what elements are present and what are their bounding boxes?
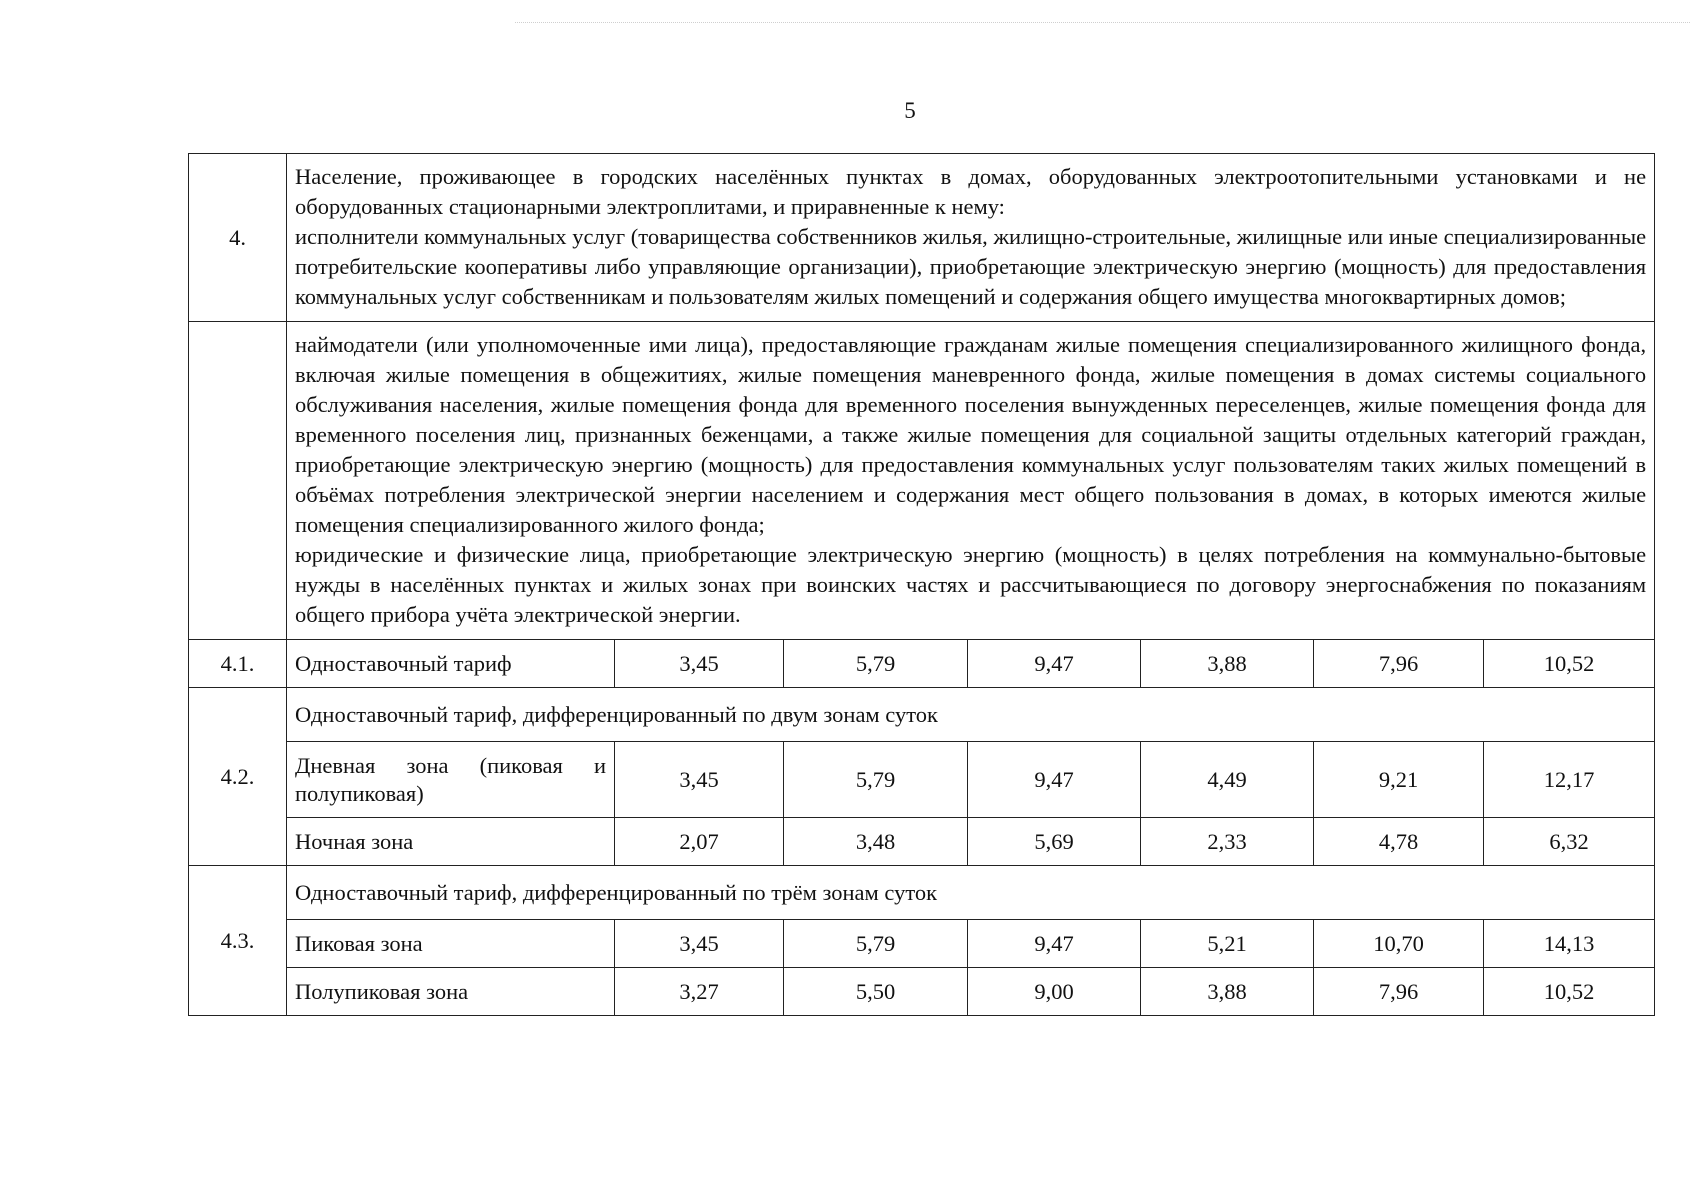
row-label: Дневная зона (пиковая и полупиковая)	[287, 742, 615, 818]
row-label: Полупиковая зона	[287, 968, 615, 1016]
value-cell: 7,96	[1314, 640, 1484, 688]
row-number: 4.3.	[189, 866, 287, 1016]
table-row-4-3-title	[189, 866, 1655, 920]
value-cell: 10,70	[1314, 920, 1484, 968]
paragraph: наймодатели (или уполномоченные ими лица), предоставляющие гражданам жилые помещения специализированного жилищного фонда, включая жилые помещения в общежитиях, жилые помещения маневренного фонда, жилые помещения в домах системы социального обслуживания населения, жилые помещения фонда для временного поселения вынужденных переселенцев, жилые помещения фонда для временного поселения лиц, признанных беженцами, а также жилые помещения для социальной защиты отдельных категорий граждан, приобретающие электрическую энергию (мощность) для предоставления коммунальных услуг пользователям таких жилых помещений в объёмах потребления электрической энергии населением и содержания мест общего пользования в домах, в которых имеются жилые помещения специализированного жилого фонда;	[295, 332, 1647, 537]
row-label: Ночная зона	[287, 818, 615, 866]
value-cell: 3,88	[1141, 640, 1314, 688]
row-number: 4.1.	[189, 640, 287, 688]
value-cell: 5,79	[784, 742, 968, 818]
value-cell: 6,32	[1484, 818, 1655, 866]
row-label: Одноставочный тариф	[287, 640, 615, 688]
table-row-4-3-peak	[189, 920, 1655, 968]
value-cell: 3,27	[615, 968, 784, 1016]
value-cell: 5,79	[784, 920, 968, 968]
table-row-4-1	[189, 640, 1655, 688]
value-cell: 4,78	[1314, 818, 1484, 866]
section-4-continuation	[287, 322, 1655, 640]
value-cell: 2,33	[1141, 818, 1314, 866]
value-cell: 7,96	[1314, 968, 1484, 1016]
value-cell: 9,21	[1314, 742, 1484, 818]
value-cell: 5,79	[784, 640, 968, 688]
section-4-description	[287, 154, 1655, 322]
row-number: 4.2.	[189, 688, 287, 866]
value-cell: 3,45	[615, 920, 784, 968]
row-number: 4.	[189, 154, 287, 322]
paragraph: Население, проживающее в городских населённых пунктах в домах, оборудованных электроотопительными установками и не оборудованных стационарными электроплитами, и приравненные к нему:	[295, 164, 1647, 219]
value-cell: 9,00	[968, 968, 1141, 1016]
row-label: Пиковая зона	[287, 920, 615, 968]
value-cell: 5,69	[968, 818, 1141, 866]
value-cell: 5,50	[784, 968, 968, 1016]
subsection-title: Одноставочный тариф, дифференцированный по трём зонам суток	[287, 866, 1655, 920]
table-row-4-2-title	[189, 688, 1655, 742]
value-cell: 3,45	[615, 742, 784, 818]
tariff-table	[188, 153, 1655, 1016]
value-cell: 3,48	[784, 818, 968, 866]
scan-artifact-line	[515, 22, 1690, 23]
value-cell: 3,45	[615, 640, 784, 688]
paragraph: исполнители коммунальных услуг (товарищества собственников жилья, жилищно-строительные, жилищные или иные специализированные потребительские кооперативы либо управляющие организации), приобретающие электрическую энергию (мощность) для предоставления коммунальных услуг собственникам и пользователям жилых помещений и содержания общего имущества многоквартирных домов;	[295, 224, 1647, 309]
value-cell: 3,88	[1141, 968, 1314, 1016]
paragraph: юридические и физические лица, приобретающие электрическую энергию (мощность) в целях потребления на коммунально-бытовые нужды в населённых пунктах и жилых зонах при воинских частях и рассчитывающиеся по договору энергоснабжения по показаниям общего прибора учёта электрической энергии.	[295, 542, 1647, 627]
table-row-section-4	[189, 154, 1655, 322]
value-cell: 10,52	[1484, 968, 1655, 1016]
table-row-section-4-continued	[189, 322, 1655, 640]
value-cell: 9,47	[968, 742, 1141, 818]
value-cell: 5,21	[1141, 920, 1314, 968]
value-cell: 9,47	[968, 640, 1141, 688]
value-cell: 9,47	[968, 920, 1141, 968]
table-row-4-2-day	[189, 742, 1655, 818]
table-row-4-3-semipeak	[189, 968, 1655, 1016]
value-cell: 14,13	[1484, 920, 1655, 968]
page-number: 5	[904, 98, 916, 123]
value-cell: 4,49	[1141, 742, 1314, 818]
table-row-4-2-night	[189, 818, 1655, 866]
subsection-title: Одноставочный тариф, дифференцированный по двум зонам суток	[287, 688, 1655, 742]
value-cell: 10,52	[1484, 640, 1655, 688]
value-cell: 2,07	[615, 818, 784, 866]
value-cell: 12,17	[1484, 742, 1655, 818]
empty-number-cell	[189, 322, 287, 640]
